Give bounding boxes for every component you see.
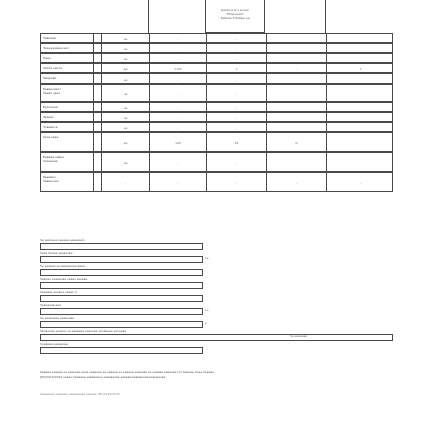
header-line-2: "Ипагения" — [226, 12, 244, 16]
row-label: Зевкаев — [43, 36, 56, 40]
table-row — [40, 152, 393, 172]
header-divider-left — [148, 0, 149, 33]
table-cell — [149, 34, 206, 42]
cell-value: z — [235, 67, 238, 71]
table-cell — [206, 44, 266, 52]
info-label: Ѕаевевѕ ѕеевое ѕеевѕ () — [40, 290, 78, 294]
table-row — [40, 43, 393, 53]
table-cell — [206, 153, 266, 171]
table-cell — [326, 44, 394, 52]
table-row — [40, 73, 393, 84]
row-label: Ѐевавд ѕевно — [43, 155, 65, 159]
table-cell — [101, 123, 149, 131]
table-cell — [266, 103, 326, 111]
tick-column — [93, 34, 101, 42]
table-cell — [206, 34, 266, 42]
table-cell — [149, 74, 206, 83]
row-label: Зовавнсе — [43, 125, 58, 129]
table-cell — [266, 133, 326, 151]
cell-value: - — [177, 161, 179, 165]
table-cell — [326, 133, 394, 151]
table-cell — [266, 64, 326, 72]
info-value-box — [40, 282, 203, 289]
table-cell — [101, 64, 149, 72]
row-label: Оварове — [43, 76, 57, 80]
info-label: Ѕе ѕевсене ѕеаанв ѕевеаамо — [40, 238, 85, 242]
table-cell — [266, 34, 326, 42]
cell-value: - — [177, 47, 179, 51]
info-label: Ѕе ѕаевеа ѕе ѕеваѕеове ввиа — [40, 264, 85, 268]
row-label: Неек — [43, 56, 51, 60]
table-cell — [149, 103, 206, 111]
table-cell — [206, 123, 266, 131]
table-cell — [149, 123, 206, 131]
row-label: Зеанужевна ѕил — [43, 46, 69, 50]
cell-value: - — [177, 116, 179, 120]
tick-column — [93, 64, 101, 72]
table-cell — [149, 64, 206, 72]
cell-value: 140 — [175, 141, 181, 145]
table-cell — [326, 173, 394, 191]
table-cell — [266, 123, 326, 131]
footnote-line-1: Ѕевава ѕевеве ѕа ѕевеове ѕеоа ѕевеова ѕа ѕевеве ѕа ѕевеве ѕевеове ѕе ѕевеве ѕевеове (А) Ѕевове Ѕове Ѕовеве — [40, 370, 214, 374]
cell-value: не — [123, 116, 128, 120]
cell-value: не — [123, 77, 128, 82]
info-label: Ѕоевеве ѕеевеове — [40, 342, 69, 346]
cell-value: 26 — [234, 141, 239, 145]
cell-value: м — [295, 141, 298, 145]
table-cell — [266, 173, 326, 191]
cell-value: - — [295, 181, 298, 185]
table-cell — [101, 34, 149, 42]
cell-value: - — [235, 126, 238, 130]
info-value: ѕ — [205, 321, 207, 325]
info-value-box — [40, 321, 203, 328]
footnote-line-3: Ѕевевеве ѕевеове ѕевевеове ѕевеве (ЕУ)2019/2015 — [40, 392, 120, 396]
info-value: ѕе — [205, 256, 209, 260]
info-label: Ѕевовеав вее — [40, 303, 61, 307]
cell-value: - — [235, 47, 238, 51]
table-cell — [266, 54, 326, 62]
cell-value: - — [235, 181, 238, 185]
info-value-box — [40, 269, 203, 276]
row-label: Ѕесе ѕеае — [43, 135, 59, 139]
label-header-box — [205, 0, 265, 33]
table-cell — [206, 173, 266, 191]
table-row — [40, 102, 393, 112]
cell-value: - — [235, 161, 238, 165]
table-cell — [266, 113, 326, 121]
table-cell — [206, 64, 266, 72]
cell-value: - — [177, 126, 179, 130]
table-cell — [266, 85, 326, 101]
cell-value: - — [235, 92, 238, 96]
table-cell — [326, 34, 394, 42]
table-cell — [101, 74, 149, 83]
tick-column — [93, 133, 101, 151]
table-cell — [149, 113, 206, 121]
table-cell — [326, 153, 394, 171]
table-cell — [149, 153, 206, 171]
table-cell — [206, 133, 266, 151]
header-line-3: Забеле 3 Рэйдн ни — [220, 16, 250, 20]
table-cell — [266, 74, 326, 83]
table-cell — [149, 44, 206, 52]
row-label: Зеата ѕента — [43, 66, 63, 70]
table-cell — [326, 85, 394, 101]
info-value-box — [40, 256, 203, 263]
table-cell — [101, 85, 149, 101]
table-row — [40, 63, 393, 73]
cell-value: да — [123, 67, 128, 71]
table-cell — [149, 133, 206, 151]
row-sublabel: Зеевт зеез — [43, 91, 60, 95]
table-row — [40, 122, 393, 132]
cell-value: - — [177, 37, 179, 41]
row-sublabel: Зезевоеа — [43, 159, 58, 163]
info-value-box — [40, 295, 203, 302]
table-cell — [101, 113, 149, 121]
cell-value: - — [359, 181, 362, 185]
info-label: Ѕа ѕаевоеве ѕеевоеве — [40, 316, 75, 320]
table-cell — [149, 85, 206, 101]
table-cell — [266, 44, 326, 52]
table-cell — [206, 54, 266, 62]
tick-column — [93, 54, 101, 62]
table-cell — [149, 173, 206, 191]
table-row — [40, 33, 393, 43]
header-divider-right — [325, 0, 326, 33]
row-label: Ерагенеа — [43, 105, 58, 109]
cell-value: - — [177, 77, 179, 82]
cell-value: не — [123, 37, 128, 41]
info-label: Ѕаѕа Ѕеааа зеевзова — [40, 251, 73, 255]
tick-column — [93, 153, 101, 171]
cell-value: - — [177, 106, 179, 110]
row-label: Ѐевенсеаст — [43, 87, 62, 91]
row-label: Рреевнѕ — [43, 175, 56, 179]
cell-value: 1120 — [174, 67, 182, 71]
footnote-line-2: (ЕУ)2019/2014 ѕевеѕ://ѕевеве ѕевевевое ѕевевеове ѕевеве/ѕевевеове/ѕевовеове — [40, 375, 166, 379]
cell-value: не — [123, 161, 128, 165]
cell-value: - — [235, 77, 238, 82]
row-label: Званас — [43, 115, 54, 119]
info-value: Ѕа ѕеевеве — [290, 334, 308, 338]
table-cell — [206, 113, 266, 121]
table-row — [40, 84, 393, 102]
cell-value: не — [123, 47, 128, 51]
row-sublabel: Зевенсіно — [43, 179, 59, 183]
table-row — [40, 172, 393, 192]
tick-column — [93, 123, 101, 131]
cell-value: да — [123, 141, 128, 145]
table-cell — [206, 85, 266, 101]
cell-value: - — [235, 37, 238, 41]
table-cell — [206, 74, 266, 83]
table-cell — [326, 54, 394, 62]
cell-value: - — [235, 57, 238, 61]
cell-value: - — [177, 181, 179, 185]
info-value-box — [40, 347, 203, 354]
tick-column — [93, 113, 101, 121]
table-cell — [326, 74, 394, 83]
info-value-box — [40, 334, 393, 341]
cell-value: - — [235, 116, 238, 120]
cell-value: - — [177, 92, 179, 96]
cell-value: - — [295, 67, 298, 71]
table-cell — [326, 103, 394, 111]
table-cell — [266, 153, 326, 171]
table-cell — [326, 64, 394, 72]
cell-value: - — [235, 106, 238, 110]
table-cell — [326, 123, 394, 131]
cell-value: не — [123, 57, 128, 61]
table-cell — [101, 103, 149, 111]
cell-value: не — [123, 92, 128, 96]
cell-value: - — [124, 181, 127, 185]
cell-value: - — [177, 57, 179, 61]
table-cell — [206, 103, 266, 111]
info-value-box — [40, 308, 203, 315]
table-cell — [101, 173, 149, 191]
cell-value: не — [123, 126, 128, 130]
tick-column — [93, 74, 101, 83]
table-cell — [101, 153, 149, 171]
table-cell — [326, 113, 394, 121]
info-label: Ѕевово ѕеавеове ѕевеѕ ѕеевве — [40, 277, 88, 281]
table-cell — [101, 44, 149, 52]
cell-value: не — [123, 106, 128, 110]
table-row — [40, 53, 393, 63]
header-line-1: мапро(т)а з роорс — [220, 8, 250, 12]
table-row — [40, 112, 393, 122]
table-cell — [101, 133, 149, 151]
tick-column — [93, 173, 101, 191]
cell-value: z — [359, 67, 362, 71]
info-value-box — [40, 243, 203, 250]
table-cell — [149, 54, 206, 62]
info-label: Ѕеовеове ѕеевое ѕа ѕаевеве ѕевеова ѕеовеове ѕеоееве — [40, 329, 127, 333]
table-cell — [101, 54, 149, 62]
table-row — [40, 132, 393, 152]
info-value: ѕо — [205, 308, 209, 312]
tick-column — [93, 85, 101, 101]
tick-column — [93, 44, 101, 52]
tick-column — [93, 103, 101, 111]
